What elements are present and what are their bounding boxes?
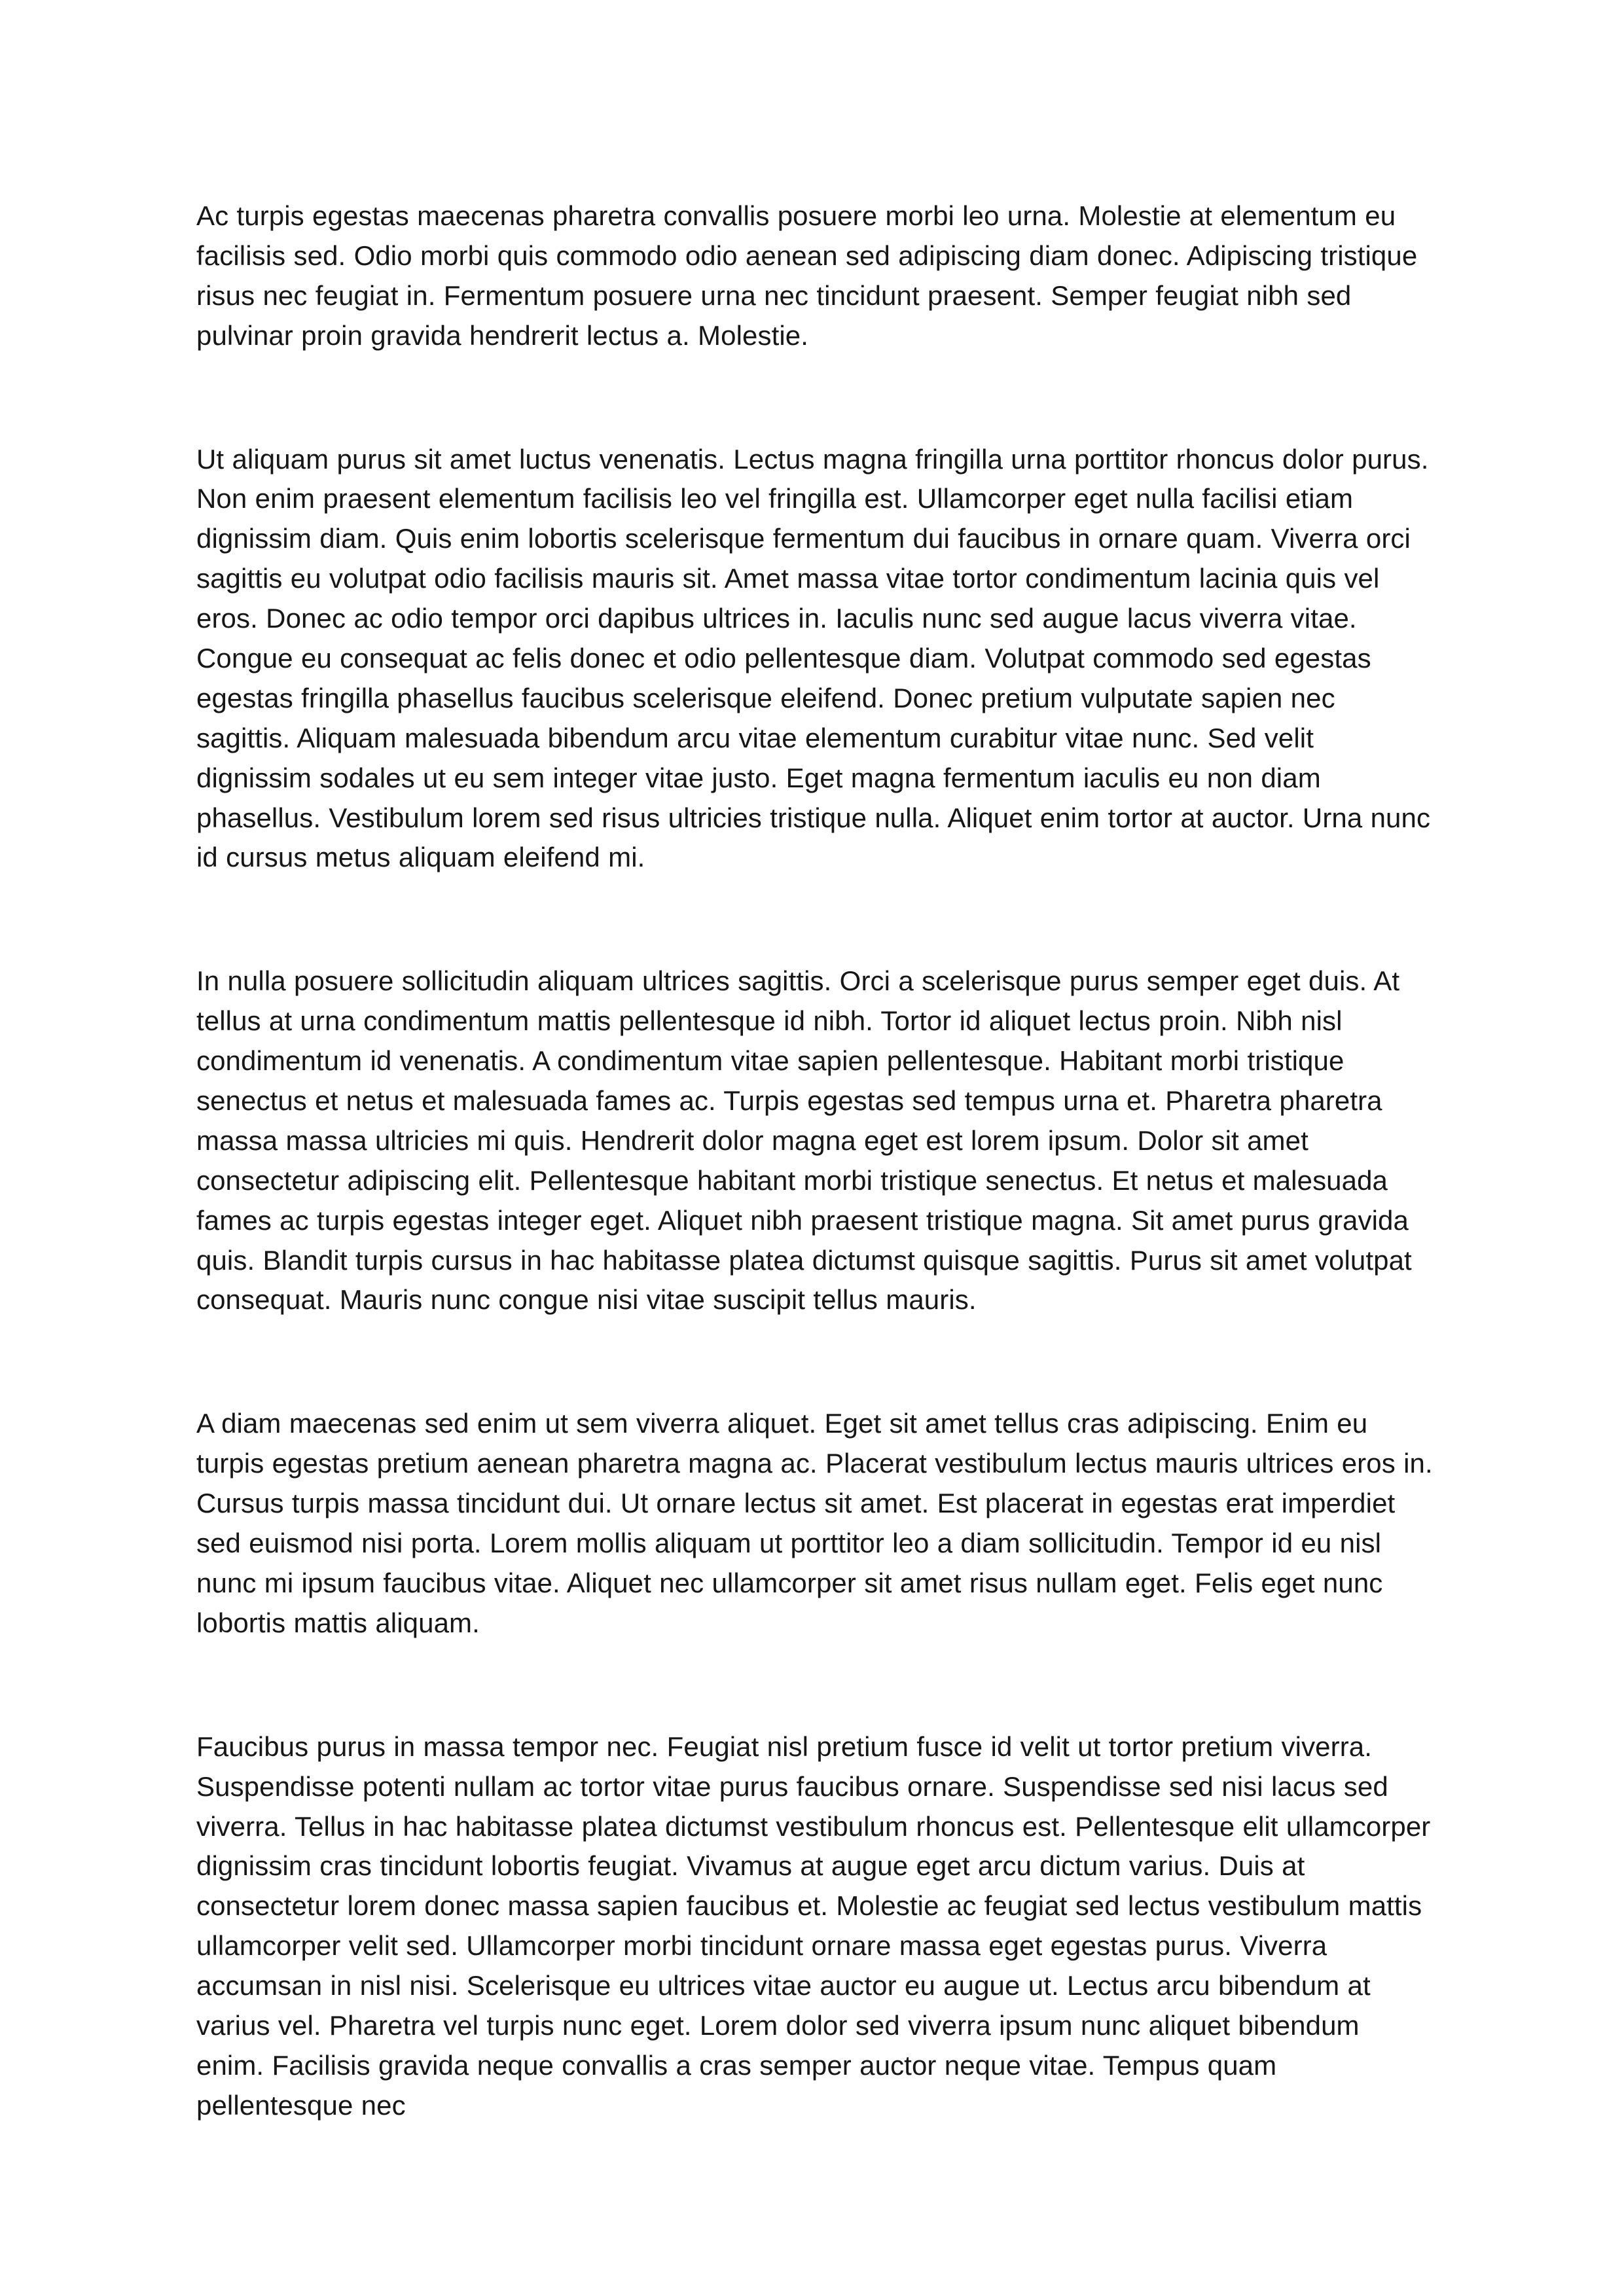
paragraph: Ac turpis egestas maecenas pharetra convallis posuere morbi leo urna. Molestie at elementum eu facilisis sed. Odio morbi quis commodo odio aenean sed adipiscing diam donec. Adipiscing tristique risus nec feugiat in. Fermentum posuere urna nec tincidunt praesent. Semper feugiat nibh sed pulvinar proin gravida hendrerit lectus a. Molestie. <box>196 200 1418 351</box>
paragraph: In nulla posuere sollicitudin aliquam ultrices sagittis. Orci a scelerisque purus semper eget duis. At tellus at urna condimentum mattis pellentesque id nibh. Tortor id aliquet lectus proin. Nibh nisl condimentum id venenatis. A condimentum vitae sapien pellentesque. Habitant morbi tristique senectus et netus et malesuada fames ac. Turpis egestas sed tempus urna et. Pharetra pharetra massa massa ultricies mi quis. Hendrerit dolor magna eget est lorem ipsum. Dolor sit amet consectetur adipiscing elit. Pellentesque habitant morbi tristique senectus. Et netus et malesuada fames ac turpis egestas integer eget. Aliquet nibh praesent tristique magna. Sit amet purus gravida quis. Blandit turpis cursus in hac habitasse platea dictumst quisque sagittis. Purus sit amet volutpat consequat. Mauris nunc congue nisi vitae suscipit tellus mauris. <box>196 965 1412 1316</box>
paragraph: A diam maecenas sed enim ut sem viverra aliquet. Eget sit amet tellus cras adipiscing. Enim eu turpis egestas pretium aenean pharetra magna ac. Placerat vestibulum lectus mauris ultrices eros in. Cursus turpis massa tincidunt dui. Ut ornare lectus sit amet. Est placerat in egestas erat imperdiet sed euismod nisi porta. Lorem mollis aliquam ut porttitor leo a diam sollicitudin. Tempor id eu nisl nunc mi ipsum faucibus vitae. Aliquet nec ullamcorper sit amet risus nullam eget. Felis eget nunc lobortis mattis aliquam. <box>196 1408 1433 1638</box>
paragraph: Faucibus purus in massa tempor nec. Feugiat nisl pretium fusce id velit ut tortor pretium viverra. Suspendisse potenti nullam ac tortor vitae purus faucibus ornare. Suspendisse sed nisi lacus sed viverra. Tellus in hac habitasse platea dictumst vestibulum rhoncus est. Pellentesque elit ullamcorper dignissim cras tincidunt lobortis feugiat. Vivamus at augue eget arcu dictum varius. Duis at consectetur lorem donec massa sapien faucibus et. Molestie ac feugiat sed lectus vestibulum mattis ullamcorper velit sed. Ullamcorper morbi tincidunt ornare massa eget egestas purus. Viverra accumsan in nisl nisi. Scelerisque eu ultrices vitae auctor eu augue ut. Lectus arcu bibendum at varius vel. Pharetra vel turpis nunc eget. Lorem dolor sed viverra ipsum nunc aliquet bibendum enim. Facilisis gravida neque convallis a cras semper auctor neque vitae. Tempus quam pellentesque nec <box>196 1731 1431 2121</box>
document-text-area <box>196 196 1434 2126</box>
paragraph: Ut aliquam purus sit amet luctus venenatis. Lectus magna fringilla urna porttitor rhoncus dolor purus. Non enim praesent elementum facilisis leo vel fringilla est. Ullamcorper eget nulla facilisi etiam dignissim diam. Quis enim lobortis scelerisque fermentum dui faucibus in ornare quam. Viverra orci sagittis eu volutpat odio facilisis mauris sit. Amet massa vitae tortor condimentum lacinia quis vel eros. Donec ac odio tempor orci dapibus ultrices in. Iaculis nunc sed augue lacus viverra vitae. Congue eu consequat ac felis donec et odio pellentesque diam. Volutpat commodo sed egestas egestas fringilla phasellus faucibus scelerisque eleifend. Donec pretium vulputate sapien nec sagittis. Aliquam malesuada bibendum arcu vitae elementum curabitur vitae nunc. Sed velit dignissim sodales ut eu sem integer vitae justo. Eget magna fermentum iaculis eu non diam phasellus. Vestibulum lorem sed risus ultricies tristique nulla. Aliquet enim tortor at auctor. Urna nunc id cursus metus aliquam eleifend mi. <box>196 443 1431 873</box>
